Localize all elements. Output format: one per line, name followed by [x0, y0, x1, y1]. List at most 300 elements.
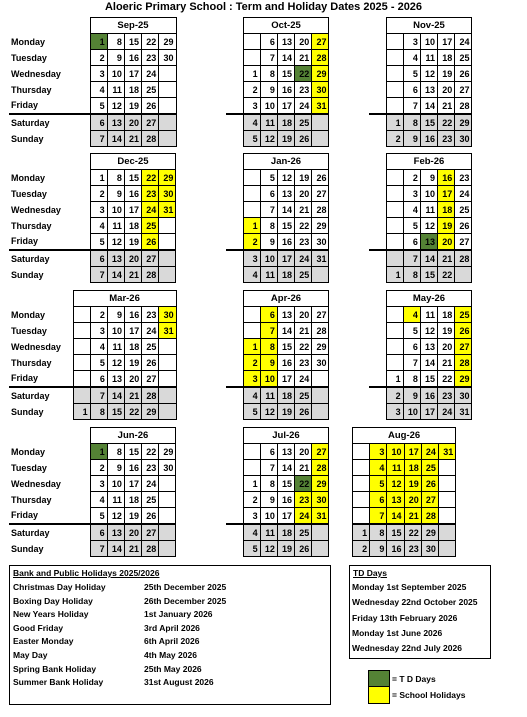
date-cell: 2 — [90, 50, 107, 66]
date-cell — [386, 50, 403, 66]
date-cell: 10 — [403, 404, 420, 420]
date-cell: 27 — [142, 371, 159, 388]
date-cell: 20 — [404, 492, 421, 508]
date-cell: 20 — [124, 114, 141, 131]
date-cell: 19 — [295, 170, 312, 186]
date-cell: 21 — [295, 50, 312, 66]
date-cell: 19 — [404, 476, 421, 492]
day-label: Saturday — [9, 114, 73, 131]
date-cell: 14 — [107, 541, 124, 557]
date-cell: 19 — [277, 131, 294, 147]
date-cell: 10 — [420, 34, 437, 50]
date-cell: 14 — [107, 131, 124, 147]
date-cell: 25 — [142, 218, 159, 234]
date-cell: 24 — [142, 202, 159, 218]
date-cell: 5 — [243, 131, 260, 147]
date-cell: 2 — [90, 186, 107, 202]
date-cell: 19 — [438, 323, 455, 339]
date-cell: 15 — [387, 524, 404, 541]
date-cell: 6 — [90, 524, 107, 541]
date-cell: 26 — [455, 218, 472, 234]
date-cell: 2 — [243, 492, 260, 508]
date-cell: 14 — [420, 98, 437, 115]
date-cell: 4 — [90, 82, 107, 98]
date-cell: 17 — [277, 250, 294, 267]
month-header: Dec-25 — [90, 154, 176, 170]
date-cell: 8 — [260, 339, 277, 355]
date-cell: 10 — [387, 444, 404, 460]
date-cell: 30 — [159, 307, 176, 323]
date-cell: 7 — [403, 355, 420, 371]
date-cell: 17 — [277, 371, 294, 388]
date-cell: 25 — [295, 114, 312, 131]
date-cell: 1 — [243, 339, 260, 355]
date-cell: 10 — [107, 323, 124, 339]
date-cell: 18 — [124, 218, 141, 234]
date-cell: 4 — [90, 218, 107, 234]
date-cell: 22 — [438, 371, 455, 388]
date-cell: 21 — [295, 202, 312, 218]
date-cell: 1 — [90, 170, 107, 186]
date-cell: 27 — [142, 114, 159, 131]
date-cell — [159, 66, 176, 82]
date-cell: 4 — [90, 339, 107, 355]
date-cell: 5 — [90, 355, 107, 371]
date-cell — [438, 508, 455, 525]
date-cell — [386, 339, 403, 355]
date-cell — [455, 267, 472, 283]
date-cell: 12 — [260, 404, 277, 420]
date-cell — [353, 460, 370, 476]
date-cell — [159, 234, 176, 251]
date-cell: 25 — [455, 50, 472, 66]
date-cell: 27 — [455, 339, 472, 355]
date-cell: 7 — [403, 98, 420, 115]
date-cell: 15 — [124, 34, 141, 50]
day-label: Friday — [11, 510, 39, 521]
td-days-box — [349, 565, 491, 659]
date-cell: 3 — [90, 323, 107, 339]
date-cell: 1 — [243, 476, 260, 492]
date-cell: 22 — [142, 34, 159, 50]
month-header: Jul-26 — [243, 428, 329, 444]
date-cell: 15 — [277, 476, 294, 492]
date-cell: 25 — [142, 492, 159, 508]
date-cell: 3 — [403, 186, 420, 202]
date-cell: 17 — [124, 202, 141, 218]
date-cell: 27 — [421, 492, 438, 508]
date-cell: 14 — [420, 355, 437, 371]
date-cell — [353, 444, 370, 460]
date-cell: 29 — [455, 114, 472, 131]
date-cell: 16 — [277, 492, 294, 508]
date-cell: 16 — [387, 541, 404, 557]
date-cell: 12 — [107, 98, 124, 115]
bank-holiday-row — [10, 582, 330, 596]
date-cell: 18 — [277, 267, 294, 283]
date-cell: 5 — [90, 98, 107, 115]
date-cell: 24 — [295, 98, 312, 115]
day-label: Thursday — [11, 494, 52, 505]
date-cell: 8 — [90, 404, 107, 420]
date-cell: 7 — [90, 541, 107, 557]
date-cell: 5 — [243, 541, 260, 557]
date-cell: 11 — [260, 387, 277, 404]
td-day-row: Wednesday 22nd July 2026 — [352, 643, 462, 654]
bank-holiday-row — [10, 623, 330, 637]
date-cell: 21 — [295, 460, 312, 476]
day-label: Tuesday — [11, 325, 47, 336]
date-cell: 4 — [403, 50, 420, 66]
date-cell — [386, 82, 403, 98]
bank-holidays-heading: Bank and Public Holidays 2025/2026 — [13, 568, 160, 578]
date-cell — [159, 404, 176, 420]
date-cell: 10 — [260, 371, 277, 388]
month-mar-26 — [9, 290, 177, 420]
month-jan-26 — [226, 153, 329, 283]
date-cell: 18 — [438, 50, 455, 66]
date-cell: 28 — [455, 355, 472, 371]
date-cell: 19 — [124, 508, 141, 525]
date-cell: 11 — [107, 492, 124, 508]
date-cell: 2 — [353, 541, 370, 557]
date-cell: 13 — [277, 186, 294, 202]
date-cell: 1 — [90, 444, 107, 460]
day-label: Wednesday — [11, 341, 61, 352]
date-cell — [159, 82, 176, 98]
date-cell: 24 — [295, 250, 312, 267]
day-label: Wednesday — [11, 68, 61, 79]
date-cell: 23 — [295, 82, 312, 98]
date-cell: 20 — [295, 186, 312, 202]
month-header: May-26 — [386, 291, 472, 307]
date-cell: 12 — [107, 508, 124, 525]
day-label: Sunday — [11, 133, 44, 144]
day-label: Monday — [11, 36, 46, 47]
date-cell — [312, 524, 329, 541]
td-day-row: Friday 13th February 2026 — [352, 612, 458, 623]
date-cell: 7 — [370, 508, 387, 525]
date-cell: 31 — [159, 323, 176, 339]
date-cell: 23 — [455, 170, 472, 186]
date-cell: 3 — [90, 66, 107, 82]
date-cell: 29 — [312, 66, 329, 82]
date-cell: 27 — [142, 524, 159, 541]
date-cell: 27 — [455, 234, 472, 251]
date-cell: 17 — [404, 444, 421, 460]
date-cell: 12 — [107, 355, 124, 371]
date-cell: 7 — [260, 323, 277, 339]
td-day-row: Monday 1st June 2026 — [352, 627, 443, 638]
date-cell: 28 — [142, 267, 159, 283]
date-cell: 13 — [107, 524, 124, 541]
date-cell: 3 — [386, 404, 403, 420]
date-cell — [159, 250, 176, 267]
date-cell: 1 — [386, 267, 403, 283]
date-cell: 26 — [142, 355, 159, 371]
date-cell — [386, 355, 403, 371]
date-cell: 17 — [438, 186, 455, 202]
date-cell: 16 — [124, 186, 141, 202]
bank-holidays-box — [9, 565, 331, 705]
date-cell: 21 — [124, 541, 141, 557]
date-cell: 26 — [295, 131, 312, 147]
month-dec-25 — [9, 153, 176, 283]
td-days-list — [350, 582, 490, 658]
date-cell — [243, 323, 260, 339]
legend-td-days — [368, 670, 527, 686]
date-cell: 22 — [142, 170, 159, 186]
date-cell: 28 — [312, 323, 329, 339]
date-cell: 10 — [420, 186, 437, 202]
date-cell: 15 — [277, 339, 294, 355]
date-cell: 17 — [125, 323, 142, 339]
date-cell: 19 — [438, 66, 455, 82]
date-cell: 15 — [420, 267, 437, 283]
date-cell: 27 — [312, 34, 329, 50]
holiday-name: New Years Holiday — [13, 609, 89, 620]
date-cell: 25 — [455, 202, 472, 218]
date-cell: 16 — [438, 170, 455, 186]
date-cell — [159, 492, 176, 508]
date-cell: 7 — [403, 250, 420, 267]
date-cell: 6 — [90, 250, 107, 267]
day-label: Friday — [11, 100, 39, 111]
date-cell — [159, 131, 176, 147]
date-cell: 25 — [421, 460, 438, 476]
month-header: Oct-25 — [243, 18, 329, 34]
date-cell: 2 — [386, 131, 403, 147]
date-cell: 10 — [107, 476, 124, 492]
date-cell: 18 — [438, 307, 455, 323]
date-cell: 17 — [124, 476, 141, 492]
date-cell: 13 — [107, 114, 124, 131]
date-cell: 12 — [107, 234, 124, 251]
holiday-date: 25th December 2025 — [144, 582, 227, 592]
date-cell: 22 — [404, 524, 421, 541]
date-cell: 21 — [295, 323, 312, 339]
date-cell: 9 — [420, 170, 437, 186]
date-cell: 11 — [107, 82, 124, 98]
date-cell: 18 — [277, 524, 294, 541]
date-cell: 26 — [142, 234, 159, 251]
month-feb-26 — [369, 153, 472, 283]
date-cell: 23 — [142, 460, 159, 476]
date-cell: 4 — [243, 387, 260, 404]
date-cell: 27 — [312, 186, 329, 202]
day-label: Wednesday — [11, 478, 61, 489]
date-cell: 22 — [438, 114, 455, 131]
date-cell: 28 — [142, 131, 159, 147]
date-cell: 6 — [260, 444, 277, 460]
date-cell — [243, 34, 260, 50]
date-cell: 5 — [403, 218, 420, 234]
date-cell: 14 — [277, 460, 294, 476]
date-cell: 2 — [243, 82, 260, 98]
date-cell: 7 — [90, 387, 107, 404]
date-cell: 8 — [107, 444, 124, 460]
date-cell: 31 — [438, 444, 455, 460]
date-cell: 25 — [295, 267, 312, 283]
month-header: Nov-25 — [386, 18, 472, 34]
date-cell: 3 — [370, 444, 387, 460]
date-cell: 9 — [107, 460, 124, 476]
date-cell: 17 — [438, 34, 455, 50]
date-cell: 3 — [243, 508, 260, 525]
day-label: Tuesday — [11, 462, 47, 473]
date-cell: 15 — [277, 218, 294, 234]
month-header: Aug-26 — [353, 428, 456, 444]
date-cell — [159, 218, 176, 234]
date-cell: 29 — [455, 371, 472, 388]
date-cell: 16 — [125, 307, 142, 323]
date-cell: 14 — [420, 250, 437, 267]
date-cell: 5 — [90, 234, 107, 251]
date-cell — [386, 66, 403, 82]
date-cell — [243, 460, 260, 476]
date-cell: 23 — [295, 492, 312, 508]
date-cell: 24 — [438, 404, 455, 420]
date-cell: 18 — [125, 339, 142, 355]
date-cell: 30 — [455, 387, 472, 404]
date-cell: 2 — [386, 387, 403, 404]
date-cell: 19 — [277, 404, 294, 420]
date-cell: 6 — [260, 34, 277, 50]
date-cell: 30 — [159, 460, 176, 476]
date-cell: 30 — [159, 50, 176, 66]
date-cell: 7 — [260, 50, 277, 66]
date-cell: 1 — [243, 218, 260, 234]
date-cell: 4 — [403, 202, 420, 218]
date-cell: 2 — [403, 170, 420, 186]
date-cell: 21 — [438, 98, 455, 115]
month-jul-26 — [226, 427, 329, 557]
date-cell — [159, 387, 176, 404]
date-cell: 24 — [142, 476, 159, 492]
holiday-name: Good Friday — [13, 622, 64, 633]
date-cell: 22 — [295, 476, 312, 492]
day-label: Thursday — [11, 357, 52, 368]
month-sep-25 — [9, 17, 177, 147]
date-cell: 26 — [142, 508, 159, 525]
date-cell: 18 — [404, 460, 421, 476]
month-header: Feb-26 — [386, 154, 472, 170]
date-cell: 1 — [386, 371, 403, 388]
date-cell — [73, 355, 90, 371]
date-cell: 10 — [260, 98, 277, 115]
date-cell: 24 — [295, 508, 312, 525]
holiday-date: 31st August 2026 — [144, 677, 214, 688]
date-cell: 10 — [107, 202, 124, 218]
date-cell — [438, 524, 455, 541]
date-cell: 6 — [403, 339, 420, 355]
date-cell — [386, 170, 403, 186]
date-cell: 25 — [295, 387, 312, 404]
date-cell: 6 — [90, 114, 107, 131]
month-may-26 — [369, 290, 472, 420]
date-cell — [386, 202, 403, 218]
date-cell: 9 — [403, 131, 420, 147]
date-cell: 21 — [124, 131, 141, 147]
date-cell: 12 — [277, 170, 294, 186]
date-cell: 7 — [260, 202, 277, 218]
date-cell: 21 — [404, 508, 421, 525]
date-cell: 4 — [90, 492, 107, 508]
date-cell: 3 — [90, 476, 107, 492]
date-cell: 1 — [386, 114, 403, 131]
date-cell: 15 — [124, 444, 141, 460]
date-cell — [386, 323, 403, 339]
date-cell: 30 — [455, 131, 472, 147]
date-cell: 5 — [403, 323, 420, 339]
date-cell: 21 — [438, 250, 455, 267]
date-cell: 8 — [403, 371, 420, 388]
date-cell: 9 — [260, 492, 277, 508]
date-cell: 30 — [312, 355, 329, 371]
date-cell: 29 — [421, 524, 438, 541]
day-label: Saturday — [9, 524, 73, 541]
bank-holiday-row — [10, 650, 330, 664]
date-cell — [73, 323, 90, 339]
date-cell: 8 — [260, 218, 277, 234]
date-cell: 10 — [260, 508, 277, 525]
date-cell: 12 — [387, 476, 404, 492]
date-cell — [243, 170, 260, 186]
date-cell: 15 — [420, 371, 437, 388]
month-header: Jan-26 — [243, 154, 329, 170]
date-cell: 16 — [124, 460, 141, 476]
date-cell: 23 — [295, 355, 312, 371]
date-cell: 20 — [124, 250, 141, 267]
date-cell: 11 — [107, 339, 124, 355]
date-cell: 23 — [142, 186, 159, 202]
date-cell: 24 — [455, 34, 472, 50]
td-day-row: Wednesday 22nd October 2025 — [352, 597, 478, 608]
day-label: Tuesday — [11, 188, 47, 199]
date-cell: 12 — [260, 131, 277, 147]
date-cell: 23 — [404, 541, 421, 557]
date-cell: 18 — [438, 202, 455, 218]
legend-td-label: = T D Days — [392, 674, 436, 684]
date-cell: 18 — [277, 114, 294, 131]
date-cell — [386, 186, 403, 202]
date-cell: 28 — [312, 460, 329, 476]
date-cell: 11 — [420, 50, 437, 66]
date-cell: 9 — [107, 186, 124, 202]
date-cell: 2 — [90, 460, 107, 476]
date-cell: 2 — [243, 234, 260, 251]
date-cell: 28 — [455, 98, 472, 115]
date-cell: 15 — [420, 114, 437, 131]
date-cell: 7 — [90, 131, 107, 147]
date-cell: 3 — [90, 202, 107, 218]
date-cell: 20 — [438, 339, 455, 355]
date-cell: 5 — [260, 170, 277, 186]
date-cell: 31 — [312, 98, 329, 115]
day-label: Sunday — [11, 543, 44, 554]
date-cell: 27 — [455, 82, 472, 98]
td-day-row: Monday 1st September 2025 — [352, 582, 467, 592]
day-label: Monday — [11, 446, 46, 457]
date-cell: 25 — [455, 307, 472, 323]
date-cell: 22 — [142, 444, 159, 460]
date-cell: 28 — [421, 508, 438, 525]
date-cell — [312, 267, 329, 283]
date-cell — [159, 541, 176, 557]
date-cell: 20 — [295, 444, 312, 460]
date-cell: 3 — [243, 98, 260, 115]
date-cell: 20 — [125, 371, 142, 388]
